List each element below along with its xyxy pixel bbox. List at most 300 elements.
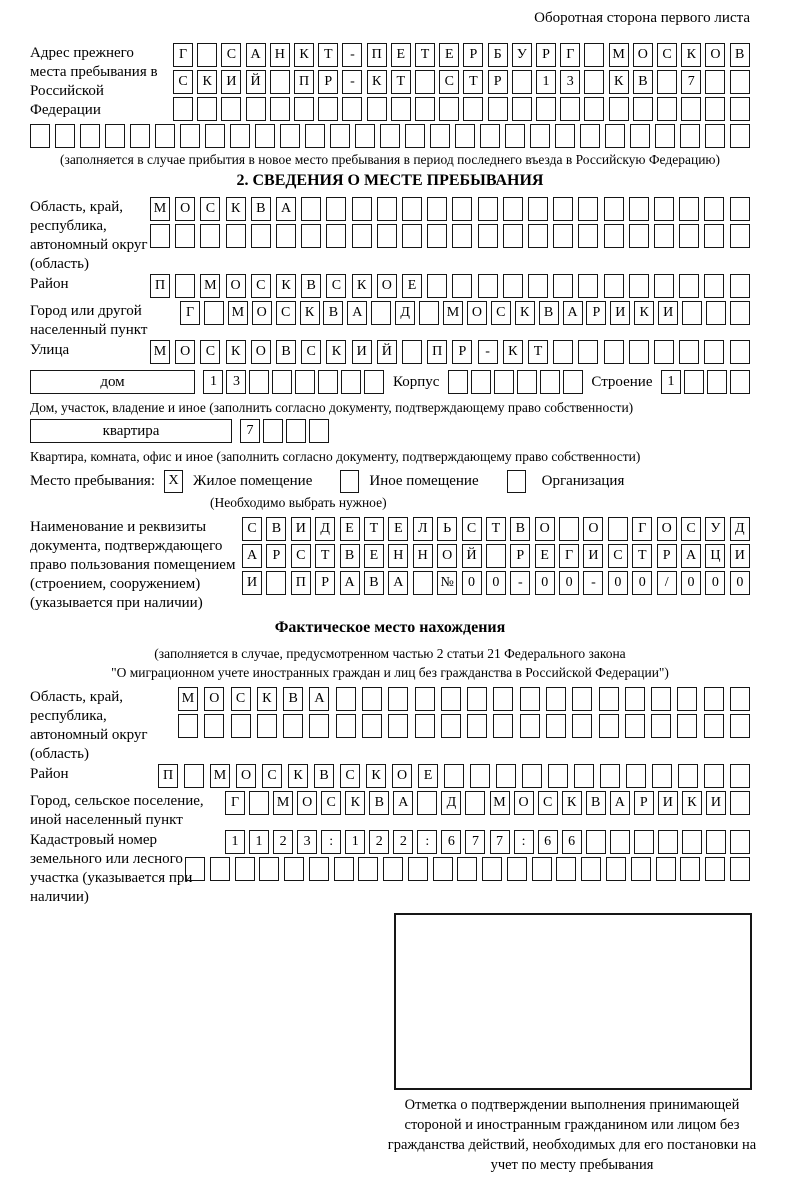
char-cell[interactable] — [630, 124, 650, 148]
char-cell[interactable] — [257, 714, 277, 738]
char-cell[interactable]: 1 — [345, 830, 365, 854]
char-cell[interactable]: Т — [528, 340, 548, 364]
char-cell[interactable]: П — [367, 43, 387, 67]
char-cell[interactable]: 0 — [486, 571, 506, 595]
char-cell[interactable]: Н — [413, 544, 433, 568]
char-cell[interactable] — [270, 70, 290, 94]
char-cell[interactable] — [284, 857, 304, 881]
char-cell[interactable] — [507, 857, 527, 881]
char-cell[interactable]: Г — [560, 43, 580, 67]
char-cell[interactable] — [600, 764, 620, 788]
char-cell[interactable] — [251, 224, 271, 248]
char-cell[interactable]: П — [150, 274, 170, 298]
char-cell[interactable] — [520, 714, 540, 738]
char-cell[interactable]: Р — [463, 43, 483, 67]
char-cell[interactable] — [578, 274, 598, 298]
char-cell[interactable]: Т — [318, 43, 338, 67]
char-cell[interactable] — [599, 687, 619, 711]
char-cell[interactable]: Д — [730, 517, 750, 541]
char-cell[interactable]: С — [681, 517, 701, 541]
char-cell[interactable] — [342, 97, 362, 121]
char-cell[interactable] — [677, 687, 697, 711]
char-cell[interactable]: Р — [510, 544, 530, 568]
char-cell[interactable] — [530, 124, 550, 148]
char-cell[interactable] — [503, 224, 523, 248]
char-cell[interactable]: И — [706, 791, 726, 815]
char-cell[interactable] — [355, 124, 375, 148]
char-cell[interactable]: Й — [462, 544, 482, 568]
char-cell[interactable]: К — [226, 197, 246, 221]
char-cell[interactable]: О — [226, 274, 246, 298]
char-cell[interactable] — [679, 224, 699, 248]
char-cell[interactable] — [200, 224, 220, 248]
char-cell[interactable] — [452, 274, 472, 298]
char-cell[interactable] — [415, 687, 435, 711]
char-cell[interactable]: К — [294, 43, 314, 67]
char-cell[interactable] — [415, 714, 435, 738]
char-cell[interactable]: О — [204, 687, 224, 711]
char-cell[interactable] — [204, 301, 224, 325]
char-cell[interactable]: О — [251, 340, 271, 364]
char-cell[interactable]: К — [503, 340, 523, 364]
char-cell[interactable]: - — [342, 70, 362, 94]
char-cell[interactable] — [654, 274, 674, 298]
char-cell[interactable] — [730, 340, 750, 364]
char-cell[interactable] — [681, 97, 701, 121]
char-cell[interactable] — [555, 124, 575, 148]
char-cell[interactable] — [330, 124, 350, 148]
char-cell[interactable]: 3 — [297, 830, 317, 854]
char-cell[interactable] — [578, 340, 598, 364]
char-cell[interactable] — [730, 370, 750, 394]
char-cell[interactable] — [553, 274, 573, 298]
char-cell[interactable] — [494, 370, 514, 394]
char-cell[interactable] — [155, 124, 175, 148]
char-cell[interactable] — [448, 370, 468, 394]
char-cell[interactable]: 7 — [681, 70, 701, 94]
char-cell[interactable] — [463, 97, 483, 121]
char-cell[interactable] — [706, 830, 726, 854]
char-cell[interactable]: В — [251, 197, 271, 221]
char-cell[interactable] — [682, 830, 702, 854]
char-cell[interactable] — [705, 857, 725, 881]
char-cell[interactable]: В — [730, 43, 750, 67]
char-cell[interactable]: О — [657, 517, 677, 541]
char-cell[interactable]: П — [427, 340, 447, 364]
char-cell[interactable] — [625, 714, 645, 738]
char-cell[interactable] — [336, 687, 356, 711]
char-cell[interactable] — [383, 857, 403, 881]
char-cell[interactable]: / — [657, 571, 677, 595]
char-cell[interactable]: Н — [270, 43, 290, 67]
char-cell[interactable] — [680, 124, 700, 148]
char-cell[interactable] — [457, 857, 477, 881]
char-cell[interactable]: Г — [225, 791, 245, 815]
char-cell[interactable] — [334, 857, 354, 881]
char-cell[interactable]: К — [515, 301, 535, 325]
char-cell[interactable]: А — [388, 571, 408, 595]
char-cell[interactable] — [415, 97, 435, 121]
char-cell[interactable] — [249, 791, 269, 815]
char-cell[interactable]: Г — [173, 43, 193, 67]
char-cell[interactable] — [197, 97, 217, 121]
char-cell[interactable] — [362, 714, 382, 738]
char-cell[interactable] — [197, 43, 217, 67]
char-cell[interactable] — [556, 857, 576, 881]
char-cell[interactable]: К — [226, 340, 246, 364]
char-cell[interactable] — [704, 714, 724, 738]
char-cell[interactable]: Е — [535, 544, 555, 568]
char-cell[interactable]: В — [301, 274, 321, 298]
char-cell[interactable]: Е — [439, 43, 459, 67]
char-cell[interactable] — [730, 857, 750, 881]
char-cell[interactable]: У — [705, 517, 725, 541]
char-cell[interactable] — [105, 124, 125, 148]
char-cell[interactable] — [471, 370, 491, 394]
char-cell[interactable]: К — [300, 301, 320, 325]
char-cell[interactable]: И — [291, 517, 311, 541]
stay-type-checkbox-organization[interactable] — [507, 470, 526, 493]
char-cell[interactable] — [604, 274, 624, 298]
char-cell[interactable]: С — [276, 301, 296, 325]
char-cell[interactable]: К — [326, 340, 346, 364]
char-cell[interactable]: К — [609, 70, 629, 94]
char-cell[interactable]: И — [610, 301, 630, 325]
char-cell[interactable] — [634, 830, 654, 854]
char-cell[interactable] — [522, 764, 542, 788]
char-cell[interactable] — [276, 224, 296, 248]
char-cell[interactable] — [528, 274, 548, 298]
char-cell[interactable] — [730, 714, 750, 738]
char-cell[interactable]: М — [609, 43, 629, 67]
char-cell[interactable] — [654, 340, 674, 364]
char-cell[interactable] — [413, 571, 433, 595]
char-cell[interactable] — [336, 714, 356, 738]
char-cell[interactable]: О — [175, 197, 195, 221]
char-cell[interactable] — [467, 687, 487, 711]
char-cell[interactable]: А — [340, 571, 360, 595]
char-cell[interactable] — [175, 224, 195, 248]
char-cell[interactable]: 2 — [369, 830, 389, 854]
char-cell[interactable]: С — [200, 197, 220, 221]
char-cell[interactable]: М — [200, 274, 220, 298]
char-cell[interactable]: Е — [391, 43, 411, 67]
char-cell[interactable] — [427, 224, 447, 248]
char-cell[interactable]: И — [583, 544, 603, 568]
char-cell[interactable]: У — [512, 43, 532, 67]
char-cell[interactable] — [230, 124, 250, 148]
char-cell[interactable]: 1 — [536, 70, 556, 94]
char-cell[interactable]: А — [347, 301, 367, 325]
char-cell[interactable] — [493, 687, 513, 711]
char-cell[interactable] — [364, 370, 384, 394]
char-cell[interactable] — [546, 714, 566, 738]
char-cell[interactable]: Р — [586, 301, 606, 325]
char-cell[interactable] — [704, 764, 724, 788]
char-cell[interactable] — [629, 274, 649, 298]
char-cell[interactable]: М — [490, 791, 510, 815]
char-cell[interactable] — [482, 857, 502, 881]
char-cell[interactable]: 2 — [393, 830, 413, 854]
char-cell[interactable] — [730, 764, 750, 788]
char-cell[interactable] — [441, 714, 461, 738]
char-cell[interactable] — [231, 714, 251, 738]
char-cell[interactable] — [402, 197, 422, 221]
char-cell[interactable]: О — [252, 301, 272, 325]
char-cell[interactable] — [657, 70, 677, 94]
char-cell[interactable]: С — [462, 517, 482, 541]
char-cell[interactable] — [505, 124, 525, 148]
char-cell[interactable]: 2 — [273, 830, 293, 854]
char-cell[interactable]: М — [228, 301, 248, 325]
char-cell[interactable] — [651, 714, 671, 738]
char-cell[interactable] — [402, 340, 422, 364]
char-cell[interactable] — [553, 224, 573, 248]
char-cell[interactable] — [405, 124, 425, 148]
char-cell[interactable]: - — [478, 340, 498, 364]
char-cell[interactable] — [684, 370, 704, 394]
char-cell[interactable] — [235, 857, 255, 881]
char-cell[interactable] — [655, 124, 675, 148]
char-cell[interactable] — [707, 370, 727, 394]
char-cell[interactable] — [80, 124, 100, 148]
char-cell[interactable] — [704, 197, 724, 221]
char-cell[interactable] — [656, 857, 676, 881]
char-cell[interactable]: П — [158, 764, 178, 788]
char-cell[interactable]: К — [345, 791, 365, 815]
char-cell[interactable] — [578, 224, 598, 248]
char-cell[interactable]: И — [730, 544, 750, 568]
char-cell[interactable] — [326, 224, 346, 248]
char-cell[interactable]: Е — [418, 764, 438, 788]
char-cell[interactable] — [175, 274, 195, 298]
char-cell[interactable]: О — [236, 764, 256, 788]
char-cell[interactable] — [574, 764, 594, 788]
char-cell[interactable]: М — [210, 764, 230, 788]
char-cell[interactable] — [559, 517, 579, 541]
char-cell[interactable] — [255, 124, 275, 148]
char-cell[interactable] — [730, 301, 750, 325]
char-cell[interactable]: В — [510, 517, 530, 541]
char-cell[interactable] — [283, 714, 303, 738]
char-cell[interactable] — [572, 687, 592, 711]
char-cell[interactable] — [532, 857, 552, 881]
char-cell[interactable] — [584, 97, 604, 121]
char-cell[interactable]: С — [231, 687, 251, 711]
char-cell[interactable] — [226, 224, 246, 248]
char-cell[interactable]: Г — [559, 544, 579, 568]
char-cell[interactable] — [610, 830, 630, 854]
char-cell[interactable]: - — [583, 571, 603, 595]
char-cell[interactable] — [470, 764, 490, 788]
char-cell[interactable]: - — [510, 571, 530, 595]
char-cell[interactable]: Е — [364, 544, 384, 568]
char-cell[interactable] — [30, 124, 50, 148]
char-cell[interactable]: 0 — [559, 571, 579, 595]
char-cell[interactable]: Е — [402, 274, 422, 298]
char-cell[interactable]: С — [491, 301, 511, 325]
char-cell[interactable] — [629, 224, 649, 248]
char-cell[interactable]: А — [246, 43, 266, 67]
char-cell[interactable] — [706, 301, 726, 325]
char-cell[interactable] — [55, 124, 75, 148]
char-cell[interactable] — [705, 97, 725, 121]
char-cell[interactable]: К — [197, 70, 217, 94]
char-cell[interactable]: О — [583, 517, 603, 541]
char-cell[interactable] — [560, 97, 580, 121]
char-cell[interactable] — [377, 197, 397, 221]
char-cell[interactable]: И — [221, 70, 241, 94]
char-cell[interactable]: С — [221, 43, 241, 67]
char-cell[interactable] — [626, 764, 646, 788]
char-cell[interactable]: 0 — [632, 571, 652, 595]
char-cell[interactable]: С — [326, 274, 346, 298]
char-cell[interactable] — [295, 370, 315, 394]
char-cell[interactable] — [246, 97, 266, 121]
char-cell[interactable] — [150, 224, 170, 248]
char-cell[interactable] — [419, 301, 439, 325]
char-cell[interactable] — [455, 124, 475, 148]
char-cell[interactable]: М — [273, 791, 293, 815]
char-cell[interactable]: Р — [536, 43, 556, 67]
stay-type-checkbox-residential[interactable]: X — [164, 470, 183, 493]
char-cell[interactable]: 3 — [226, 370, 246, 394]
char-cell[interactable]: Р — [318, 70, 338, 94]
char-cell[interactable] — [318, 97, 338, 121]
char-cell[interactable] — [427, 274, 447, 298]
char-cell[interactable]: С — [321, 791, 341, 815]
char-cell[interactable]: Р — [452, 340, 472, 364]
char-cell[interactable] — [439, 97, 459, 121]
char-cell[interactable] — [730, 830, 750, 854]
char-cell[interactable] — [362, 687, 382, 711]
char-cell[interactable] — [430, 124, 450, 148]
char-cell[interactable] — [408, 857, 428, 881]
char-cell[interactable] — [730, 687, 750, 711]
char-cell[interactable]: 6 — [538, 830, 558, 854]
char-cell[interactable] — [604, 340, 624, 364]
char-cell[interactable]: П — [291, 571, 311, 595]
char-cell[interactable]: М — [150, 340, 170, 364]
char-cell[interactable]: 0 — [535, 571, 555, 595]
char-cell[interactable] — [371, 301, 391, 325]
char-cell[interactable]: С — [608, 544, 628, 568]
char-cell[interactable]: 6 — [562, 830, 582, 854]
char-cell[interactable] — [546, 687, 566, 711]
char-cell[interactable] — [528, 197, 548, 221]
char-cell[interactable] — [444, 764, 464, 788]
char-cell[interactable] — [517, 370, 537, 394]
char-cell[interactable] — [599, 714, 619, 738]
char-cell[interactable] — [680, 857, 700, 881]
char-cell[interactable] — [605, 124, 625, 148]
char-cell[interactable]: О — [392, 764, 412, 788]
char-cell[interactable] — [266, 571, 286, 595]
char-cell[interactable]: 0 — [730, 571, 750, 595]
char-cell[interactable]: С — [439, 70, 459, 94]
char-cell[interactable] — [415, 70, 435, 94]
char-cell[interactable]: Р — [266, 544, 286, 568]
char-cell[interactable]: 6 — [441, 830, 461, 854]
char-cell[interactable]: К — [366, 764, 386, 788]
char-cell[interactable]: Й — [377, 340, 397, 364]
char-cell[interactable] — [581, 857, 601, 881]
char-cell[interactable] — [503, 274, 523, 298]
char-cell[interactable]: А — [393, 791, 413, 815]
char-cell[interactable] — [280, 124, 300, 148]
char-cell[interactable] — [548, 764, 568, 788]
char-cell[interactable] — [625, 687, 645, 711]
char-cell[interactable] — [678, 764, 698, 788]
char-cell[interactable] — [249, 370, 269, 394]
char-cell[interactable]: М — [150, 197, 170, 221]
char-cell[interactable]: Р — [634, 791, 654, 815]
char-cell[interactable]: 1 — [225, 830, 245, 854]
char-cell[interactable]: В — [276, 340, 296, 364]
char-cell[interactable]: К — [681, 43, 701, 67]
char-cell[interactable]: А — [276, 197, 296, 221]
char-cell[interactable]: О — [633, 43, 653, 67]
char-cell[interactable] — [677, 714, 697, 738]
char-cell[interactable]: К — [634, 301, 654, 325]
char-cell[interactable] — [578, 197, 598, 221]
char-cell[interactable]: О — [467, 301, 487, 325]
char-cell[interactable] — [180, 124, 200, 148]
char-cell[interactable] — [452, 224, 472, 248]
char-cell[interactable] — [305, 124, 325, 148]
char-cell[interactable] — [679, 340, 699, 364]
char-cell[interactable]: О — [705, 43, 725, 67]
char-cell[interactable]: Н — [388, 544, 408, 568]
char-cell[interactable]: С — [173, 70, 193, 94]
char-cell[interactable]: К — [367, 70, 387, 94]
char-cell[interactable]: Т — [364, 517, 384, 541]
char-cell[interactable] — [388, 687, 408, 711]
char-cell[interactable] — [586, 830, 606, 854]
char-cell[interactable] — [493, 714, 513, 738]
char-cell[interactable] — [520, 687, 540, 711]
char-cell[interactable] — [301, 224, 321, 248]
char-cell[interactable]: П — [294, 70, 314, 94]
char-cell[interactable] — [540, 370, 560, 394]
char-cell[interactable] — [452, 197, 472, 221]
char-cell[interactable] — [358, 857, 378, 881]
char-cell[interactable]: В — [340, 544, 360, 568]
char-cell[interactable]: 7 — [490, 830, 510, 854]
char-cell[interactable] — [584, 70, 604, 94]
char-cell[interactable]: С — [251, 274, 271, 298]
char-cell[interactable] — [272, 370, 292, 394]
char-cell[interactable] — [608, 517, 628, 541]
char-cell[interactable]: В — [266, 517, 286, 541]
char-cell[interactable] — [259, 857, 279, 881]
char-cell[interactable] — [478, 197, 498, 221]
char-cell[interactable]: И — [352, 340, 372, 364]
char-cell[interactable]: В — [633, 70, 653, 94]
char-cell[interactable]: К — [257, 687, 277, 711]
char-cell[interactable]: Т — [486, 517, 506, 541]
char-cell[interactable] — [270, 97, 290, 121]
char-cell[interactable] — [433, 857, 453, 881]
char-cell[interactable]: А — [681, 544, 701, 568]
char-cell[interactable] — [730, 70, 750, 94]
char-cell[interactable]: № — [437, 571, 457, 595]
char-cell[interactable] — [301, 197, 321, 221]
char-cell[interactable] — [553, 197, 573, 221]
char-cell[interactable]: В — [539, 301, 559, 325]
char-cell[interactable]: Д — [441, 791, 461, 815]
char-cell[interactable] — [730, 124, 750, 148]
